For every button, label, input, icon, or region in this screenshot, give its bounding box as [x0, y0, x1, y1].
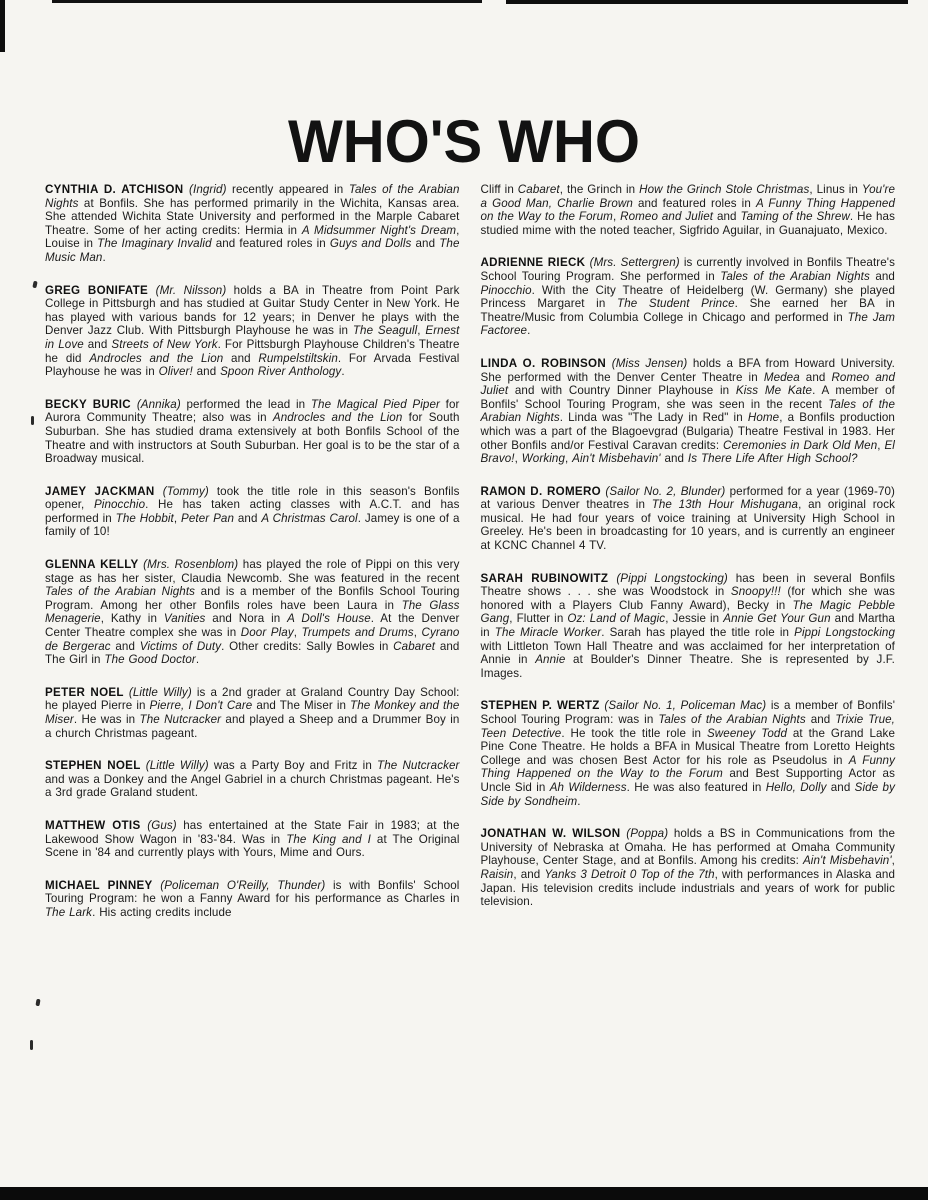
bio-entry: CYNTHIA D. ATCHISON (Ingrid) recently appeared in Tales of the Arabian Nights at Bonfils. She has performed primarily in the Wichita, Kansas area. She attended Wichita State University and performed in the Marple Cabaret Theatre. Some of her acting credits: Hermia in A Midsummer Night's Dream, Louise in The Imaginary Invalid and featured roles in Guys and Dolls and The Music Man.	[45, 183, 460, 264]
bio-entry: JAMEY JACKMAN (Tommy) took the title role in this season's Bonfils opener, Pinocchio. He has taken acting classes with A.C.T. and has performed in The Hobbit, Peter Pan and A Christmas Carol. Jamey is one of a family of 10!	[45, 484, 460, 539]
bio-role: (Mrs. Rosenblom)	[143, 558, 239, 572]
scan-speck	[31, 416, 34, 425]
bio-entry: BECKY BURIC (Annika) performed the lead in The Magical Pied Piper for Aurora Community Theatre; also was in Androcles and the Lion for South Suburban. She has studied drama extensively at both Bonfils School of the Theatre and with instructors at South Suburban. Her goal is to be the star of a Broadway musical.	[45, 397, 460, 466]
bio-entry: MICHAEL PINNEY (Policeman O'Reilly, Thunder) is with Bonfils' School Touring Program: he won a Fanny Award for his performance as Charles in The Lark. His acting credits include	[45, 878, 460, 919]
bio-columns	[45, 183, 895, 939]
bio-role: (Mr. Nilsson)	[155, 283, 227, 297]
bio-entry: RAMON D. ROMERO (Sailor No. 2, Blunder) performed for a year (1969-70) at various Denver theatres in The 13th Hour Mishugana, an original rock musical. He had four years of voice training at University High School in Greeley. He's been in broadcasting for 10 years, and is currently an engineer at KCNC Channel 4 TV.	[480, 484, 895, 553]
bio-name: GLENNA KELLY	[45, 558, 144, 572]
bio-entry: SARAH RUBINOWITZ (Pippi Longstocking) has been in several Bonfils Theatre shows . . . she was Woodstock in Snoopy!!! (for which she was honored with a Players Club Fanny Award), Becky in The Magic Pebble Gang, Flutter in Oz: Land of Magic, Jessie in Annie Get Your Gun and Martha in The Miracle Worker. Sarah has played the title role in Pippi Longstocking with Littleton Town Hall Theatre and was acclaimed for her interpretation of Annie in Annie at Boulder's Dinner Theatre. She is represented by J.F. Images.	[480, 571, 896, 680]
bio-name: STEPHEN P. WERTZ	[480, 699, 605, 713]
bio-name: LINDA O. ROBINSON	[480, 356, 612, 370]
bio-name: RAMON D. ROMERO	[480, 484, 606, 498]
scan-speck	[35, 999, 40, 1007]
scan-speck	[32, 281, 37, 289]
scan-artifact-left-edge	[0, 0, 5, 52]
bio-entry: STEPHEN P. WERTZ (Sailor No. 1, Policeman Mac) is a member of Bonfils' School Touring Program: was in Tales of the Arabian Nights and Trixie True, Teen Detective. He took the title role in Sweeney Todd at the Grand Lake Pine Cone Theatre. He holds a BFA in Musical Theatre from Loretto Heights College and was chosen Best Actor for his role as Pseudolus in A Funny Thing Happened on the Way to the Forum and Best Supporting Actor as Uncle Sid in Ah Wilderness. He was also featured in Hello, Dolly and Side by Side by Sondheim.	[480, 699, 896, 808]
bio-name: JONATHAN W. WILSON	[480, 827, 627, 841]
scan-speck	[30, 1040, 33, 1050]
left-column	[45, 183, 460, 939]
page-title: WHO'S WHO	[287, 107, 641, 176]
bio-role: (Sailor No. 2, Blunder)	[605, 484, 726, 498]
bio-role: (Poppa)	[626, 827, 669, 841]
bio-role: (Little Willy)	[145, 759, 209, 773]
bio-name: MATTHEW OTIS	[45, 818, 148, 832]
bio-name: GREG BONIFATE	[45, 283, 156, 297]
bio-role: (Tommy)	[162, 484, 209, 498]
bio-name: SARAH RUBINOWITZ	[480, 571, 617, 585]
bio-role: (Annika)	[136, 397, 181, 411]
bio-name: JAMEY JACKMAN	[45, 484, 163, 498]
bio-entry: GREG BONIFATE (Mr. Nilsson) holds a BA in Theatre from Point Park College in Pittsburgh and has studied at Guitar Study Center in New York. He has played with various bands for 12 years; in Denver he plays with the Denver Jazz Club. With Pittsburgh Playhouse he was in The Seagull, Ernest in Love and Streets of New York. For Pittsburgh Playhouse Children's Theatre he did Androcles and the Lion and Rumpelstiltskin. For Arvada Festival Playhouse he was in Oliver! and Spoon River Anthology.	[45, 283, 460, 379]
scan-artifact-bottom-band	[0, 1187, 928, 1200]
bio-name: STEPHEN NOEL	[45, 759, 146, 773]
right-column	[481, 183, 896, 939]
bio-role: (Little Willy)	[128, 685, 192, 699]
scan-artifact-top-line	[52, 0, 482, 3]
bio-entry: Cliff in Cabaret, the Grinch in How the Grinch Stole Christmas, Linus in You're a Good Man, Charlie Brown and featured roles in A Funny Thing Happened on the Way to the Forum, Romeo and Juliet and Taming of the Shrew. He has studied mime with the noted teacher, Sigfrido Aguilar, in Guanajuato, Mexico.	[480, 183, 895, 237]
bio-entry: STEPHEN NOEL (Little Willy) was a Party Boy and Fritz in The Nutcracker and was a Donkey and the Angel Gabriel in a church Christmas pageant. He's a 3rd grade Graland student.	[45, 759, 460, 800]
bio-role: (Policeman O'Reilly, Thunder)	[160, 878, 326, 892]
bio-entry: JONATHAN W. WILSON (Poppa) holds a BS in Communications from the University of Nebraska at Omaha. He has performed at Omaha Community Playhouse, Center Stage, and at Bonfils. Among his credits: Ain't Misbehavin', Raisin, and Yanks 3 Detroit 0 Top of the 7th, with performances in Alaska and Japan. His television credits include industrials and years of work for public television.	[480, 827, 896, 909]
bio-entry: MATTHEW OTIS (Gus) has entertained at the State Fair in 1983; at the Lakewood Show Wagon in '83-'84. Was in The King and I at The Original Scene in '84 and currently plays with Yours, Mime and Ours.	[45, 818, 460, 860]
bio-role: (Gus)	[147, 818, 177, 832]
bio-name: ADRIENNE RIECK	[480, 256, 590, 270]
bio-entry: PETER NOEL (Little Willy) is a 2nd grader at Graland Country Day School: he played Pierre in Pierre, I Don't Care and The Miser in The Monkey and the Miser. He was in The Nutcracker and played a Sheep and a Drummer Boy in a church Christmas pageant.	[45, 685, 460, 740]
bio-role: (Miss Jensen)	[611, 356, 688, 370]
bio-name: CYNTHIA D. ATCHISON	[45, 183, 190, 196]
bio-role: (Pippi Longstocking)	[616, 571, 728, 585]
bio-name: PETER NOEL	[45, 685, 129, 699]
bio-entry: LINDA O. ROBINSON (Miss Jensen) holds a BFA from Howard University. She performed with the Denver Center Theatre in Medea and Romeo and Juliet and with Country Dinner Playhouse in Kiss Me Kate. A member of Bonfils' School Touring Program, she was seen in the recent Tales of the Arabian Nights. Linda was "The Lady in Red" in Home, a Bonfils production which was a part of the Blagoevgrad (Bulgaria) Theatre Festival in 1983. Her other Bonfils and/or Festival Caravan credits: Ceremonies in Dark Old Men, El Bravo!, Working, Ain't Misbehavin' and Is There Life After High School?	[480, 356, 896, 466]
bio-role: (Mrs. Settergren)	[589, 256, 680, 270]
bio-name: BECKY BURIC	[45, 397, 137, 411]
bio-entry: GLENNA KELLY (Mrs. Rosenblom) has played the role of Pippi on this very stage as has her sister, Claudia Newcomb. She was featured in the recent Tales of the Arabian Nights and is a member of the Bonfils School Touring Program. Among her other Bonfils roles have been Laura in The Glass Menagerie, Kathy in Vanities and Nora in A Doll's House. At the Denver Center Theatre complex she was in Door Play, Trumpets and Drums, Cyrano de Bergerac and Victims of Duty. Other credits: Sally Bowles in Cabaret and The Girl in The Good Doctor.	[45, 558, 460, 667]
bio-name: MICHAEL PINNEY	[45, 878, 161, 892]
bio-role: (Sailor No. 1, Policeman Mac)	[604, 699, 767, 713]
bio-entry: ADRIENNE RIECK (Mrs. Settergren) is currently involved in Bonfils Theatre's School Touring Program. She performed in Tales of the Arabian Nights and Pinocchio. With the City Theatre of Heidelberg (W. Germany) she played Princess Margaret in The Student Prince. She earned her BA in Theatre/Music from Columbia College in Chicago and performed in The Jam Factoree.	[480, 256, 895, 338]
scan-artifact-top-line	[506, 0, 908, 4]
bio-role: (Ingrid)	[189, 183, 227, 196]
